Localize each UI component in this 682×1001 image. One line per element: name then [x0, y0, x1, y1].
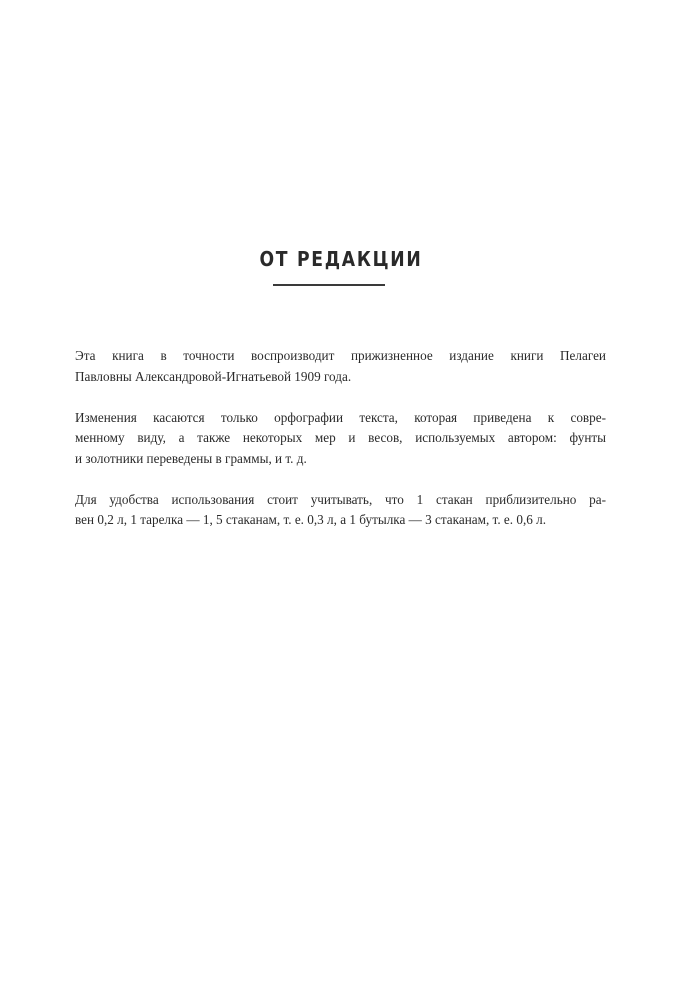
- paragraph-3: [75, 490, 606, 531]
- paragraph-line: вен 0,2 л, 1 тарелка — 1, 5 стаканам, т. е. 0,3 л, а 1 бутылка — 3 стаканам, т. е. 0,6 л.: [75, 512, 547, 527]
- paragraph-line: менному виду, а также некоторых мер и весов, используемых автором: фунты: [75, 430, 606, 445]
- paragraph-line: Эта книга в точности воспроизводит прижизненное издание книги Пелагеи: [75, 348, 606, 363]
- paragraph-line: Павловны Александровой-Игнатьевой 1909 года.: [75, 368, 352, 384]
- paragraph-2: [75, 408, 606, 470]
- paragraph-line: Изменения касаются только орфографии текста, которая приведена к совре-: [75, 409, 606, 425]
- paragraph-line: и золотники переведены в граммы, и т. д.: [75, 450, 307, 466]
- title-underline: [273, 284, 385, 286]
- page-title: ОТ РЕДАКЦИИ: [259, 247, 423, 271]
- paragraph-1: [75, 346, 606, 387]
- paragraph-line: Для удобства использования стоит учитывать, что 1 стакан приблизительно ра-: [75, 491, 606, 507]
- editorial-note-body: [75, 346, 606, 551]
